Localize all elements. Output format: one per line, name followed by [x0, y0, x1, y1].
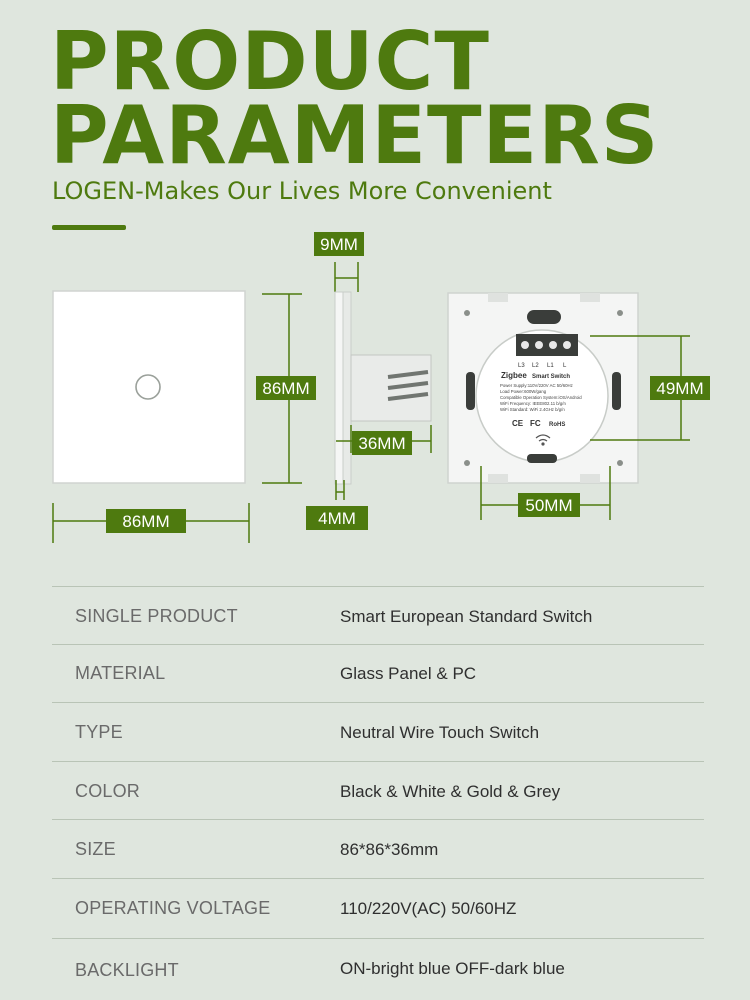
- spec-row-size: [52, 819, 704, 878]
- terminal-label-l1: L1: [547, 363, 554, 369]
- terminal-label-l3: L3: [518, 363, 525, 369]
- spec-row-voltage: [52, 878, 704, 938]
- spec-table: [52, 586, 704, 999]
- spec-value: Smart European Standard Switch: [340, 607, 593, 626]
- spec-row-color: [52, 761, 704, 819]
- spec-value: Glass Panel & PC: [340, 664, 477, 683]
- page-title-line2: PARAMETERS: [50, 89, 660, 182]
- front-panel-view: [53, 291, 316, 543]
- side-depth-label: 36MM: [358, 434, 406, 453]
- spec-label: OPERATING VOLTAGE: [75, 898, 271, 918]
- spec-label: SIZE: [75, 839, 116, 859]
- mounting-slot-right: [612, 372, 621, 410]
- glass-edge: [335, 292, 343, 484]
- side-top-label: 9MM: [320, 235, 358, 254]
- page-subtitle: LOGEN-Makes Our Lives More Convenient: [52, 177, 552, 205]
- terminal-label-l: L: [563, 363, 567, 369]
- fcc-mark: FC: [530, 419, 541, 428]
- module-spec-3: Compatible Operation System:iOS/Android: [500, 395, 582, 400]
- spec-row-single-product: [52, 586, 704, 644]
- spec-value: ON-bright blue OFF-dark blue: [340, 959, 565, 978]
- spec-row-material: [52, 644, 704, 702]
- page-title-line1: PRODUCT: [50, 15, 490, 108]
- module-spec-5: WiFi Standard: WiFi 2.4GHz b/g/n: [500, 407, 565, 412]
- front-width-label: 86MM: [122, 512, 170, 531]
- dimension-diagram: [0, 228, 750, 550]
- spec-value: 86*86*36mm: [340, 840, 439, 859]
- spec-value: Black & White & Gold & Grey: [340, 782, 561, 801]
- spec-value: Neutral Wire Touch Switch: [340, 723, 540, 742]
- side-bottom-label: 4MM: [318, 509, 356, 528]
- spec-value: 110/220V(AC) 50/60HZ: [340, 899, 517, 918]
- spec-label: TYPE: [75, 722, 123, 742]
- spec-row-backlight: [52, 938, 704, 999]
- spec-label: BACKLIGHT: [75, 960, 179, 980]
- ce-mark: CE: [512, 419, 524, 428]
- rohs-mark: RoHS: [549, 422, 566, 428]
- back-view: [448, 293, 710, 520]
- module-spec-1: Power Supply:110V/220V AC 50/60Hz: [500, 383, 573, 388]
- spec-row-type: [52, 702, 704, 761]
- glass-panel: [53, 291, 245, 483]
- spec-label: COLOR: [75, 781, 141, 801]
- module-product: Smart Switch: [532, 374, 571, 380]
- spec-label: SINGLE PRODUCT: [75, 606, 238, 626]
- back-height-label: 49MM: [656, 379, 704, 398]
- frame-edge: [343, 292, 351, 484]
- front-height-label: 86MM: [262, 379, 310, 398]
- module-spec-2: Load Power:600W/gang: [500, 389, 547, 394]
- module-brand: Zigbee: [501, 371, 527, 380]
- side-profile-view: [306, 232, 431, 530]
- back-width-label: 50MM: [525, 496, 573, 515]
- module-spec-4: WiFi Frequency: IEEE802.11 b/g/n: [500, 401, 566, 406]
- mounting-slot-left: [466, 372, 475, 410]
- terminal-label-l2: L2: [532, 363, 539, 369]
- spec-label: MATERIAL: [75, 663, 166, 683]
